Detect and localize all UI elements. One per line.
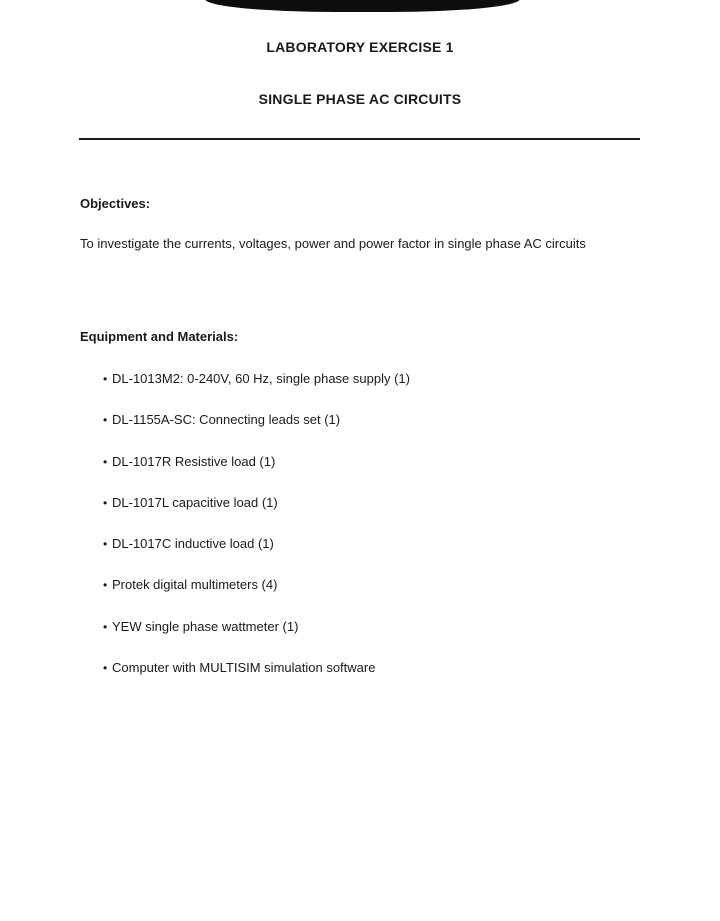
bullet-icon: • <box>103 661 108 676</box>
header-divider <box>79 138 640 140</box>
equipment-item <box>103 411 410 452</box>
equipment-item <box>103 494 410 535</box>
equipment-item <box>103 659 410 700</box>
equipment-item-label: Protek digital multimeters (4) <box>112 577 278 593</box>
bullet-icon: • <box>103 619 108 634</box>
equipment-item-label: YEW single phase wattmeter (1) <box>112 618 299 634</box>
equipment-item <box>103 618 410 659</box>
exercise-subtitle: SINGLE PHASE AC CIRCUITS <box>258 91 462 107</box>
equipment-item-label: Computer with MULTISIM simulation software <box>112 660 376 676</box>
equipment-heading: Equipment and Materials: <box>80 329 239 344</box>
equipment-item-label: DL-1017R Resistive load (1) <box>112 453 276 469</box>
bullet-icon: • <box>103 454 108 469</box>
equipment-item-label: DL-1155A-SC: Connecting leads set (1) <box>112 412 341 428</box>
equipment-item-label: DL-1017C inductive load (1) <box>112 536 274 552</box>
exercise-title: LABORATORY EXERCISE 1 <box>266 39 454 55</box>
equipment-item <box>103 370 410 411</box>
equipment-item-label: DL-1013M2: 0-240V, 60 Hz, single phase supply (1) <box>112 371 410 386</box>
objectives-heading: Objectives: <box>80 196 151 211</box>
objectives-text: To investigate the currents, voltages, power and power factor in single phase AC circuits <box>80 236 586 251</box>
equipment-item-label: DL-1017L capacitive load (1) <box>112 494 278 510</box>
equipment-item <box>103 576 410 617</box>
redaction-mark <box>205 0 520 12</box>
bullet-icon: • <box>103 537 108 552</box>
bullet-icon: • <box>103 413 108 428</box>
equipment-item <box>103 535 410 576</box>
equipment-item <box>103 453 410 494</box>
bullet-icon: • <box>103 372 108 386</box>
equipment-list <box>103 370 410 700</box>
bullet-icon: • <box>103 578 108 593</box>
bullet-icon: • <box>103 495 108 510</box>
